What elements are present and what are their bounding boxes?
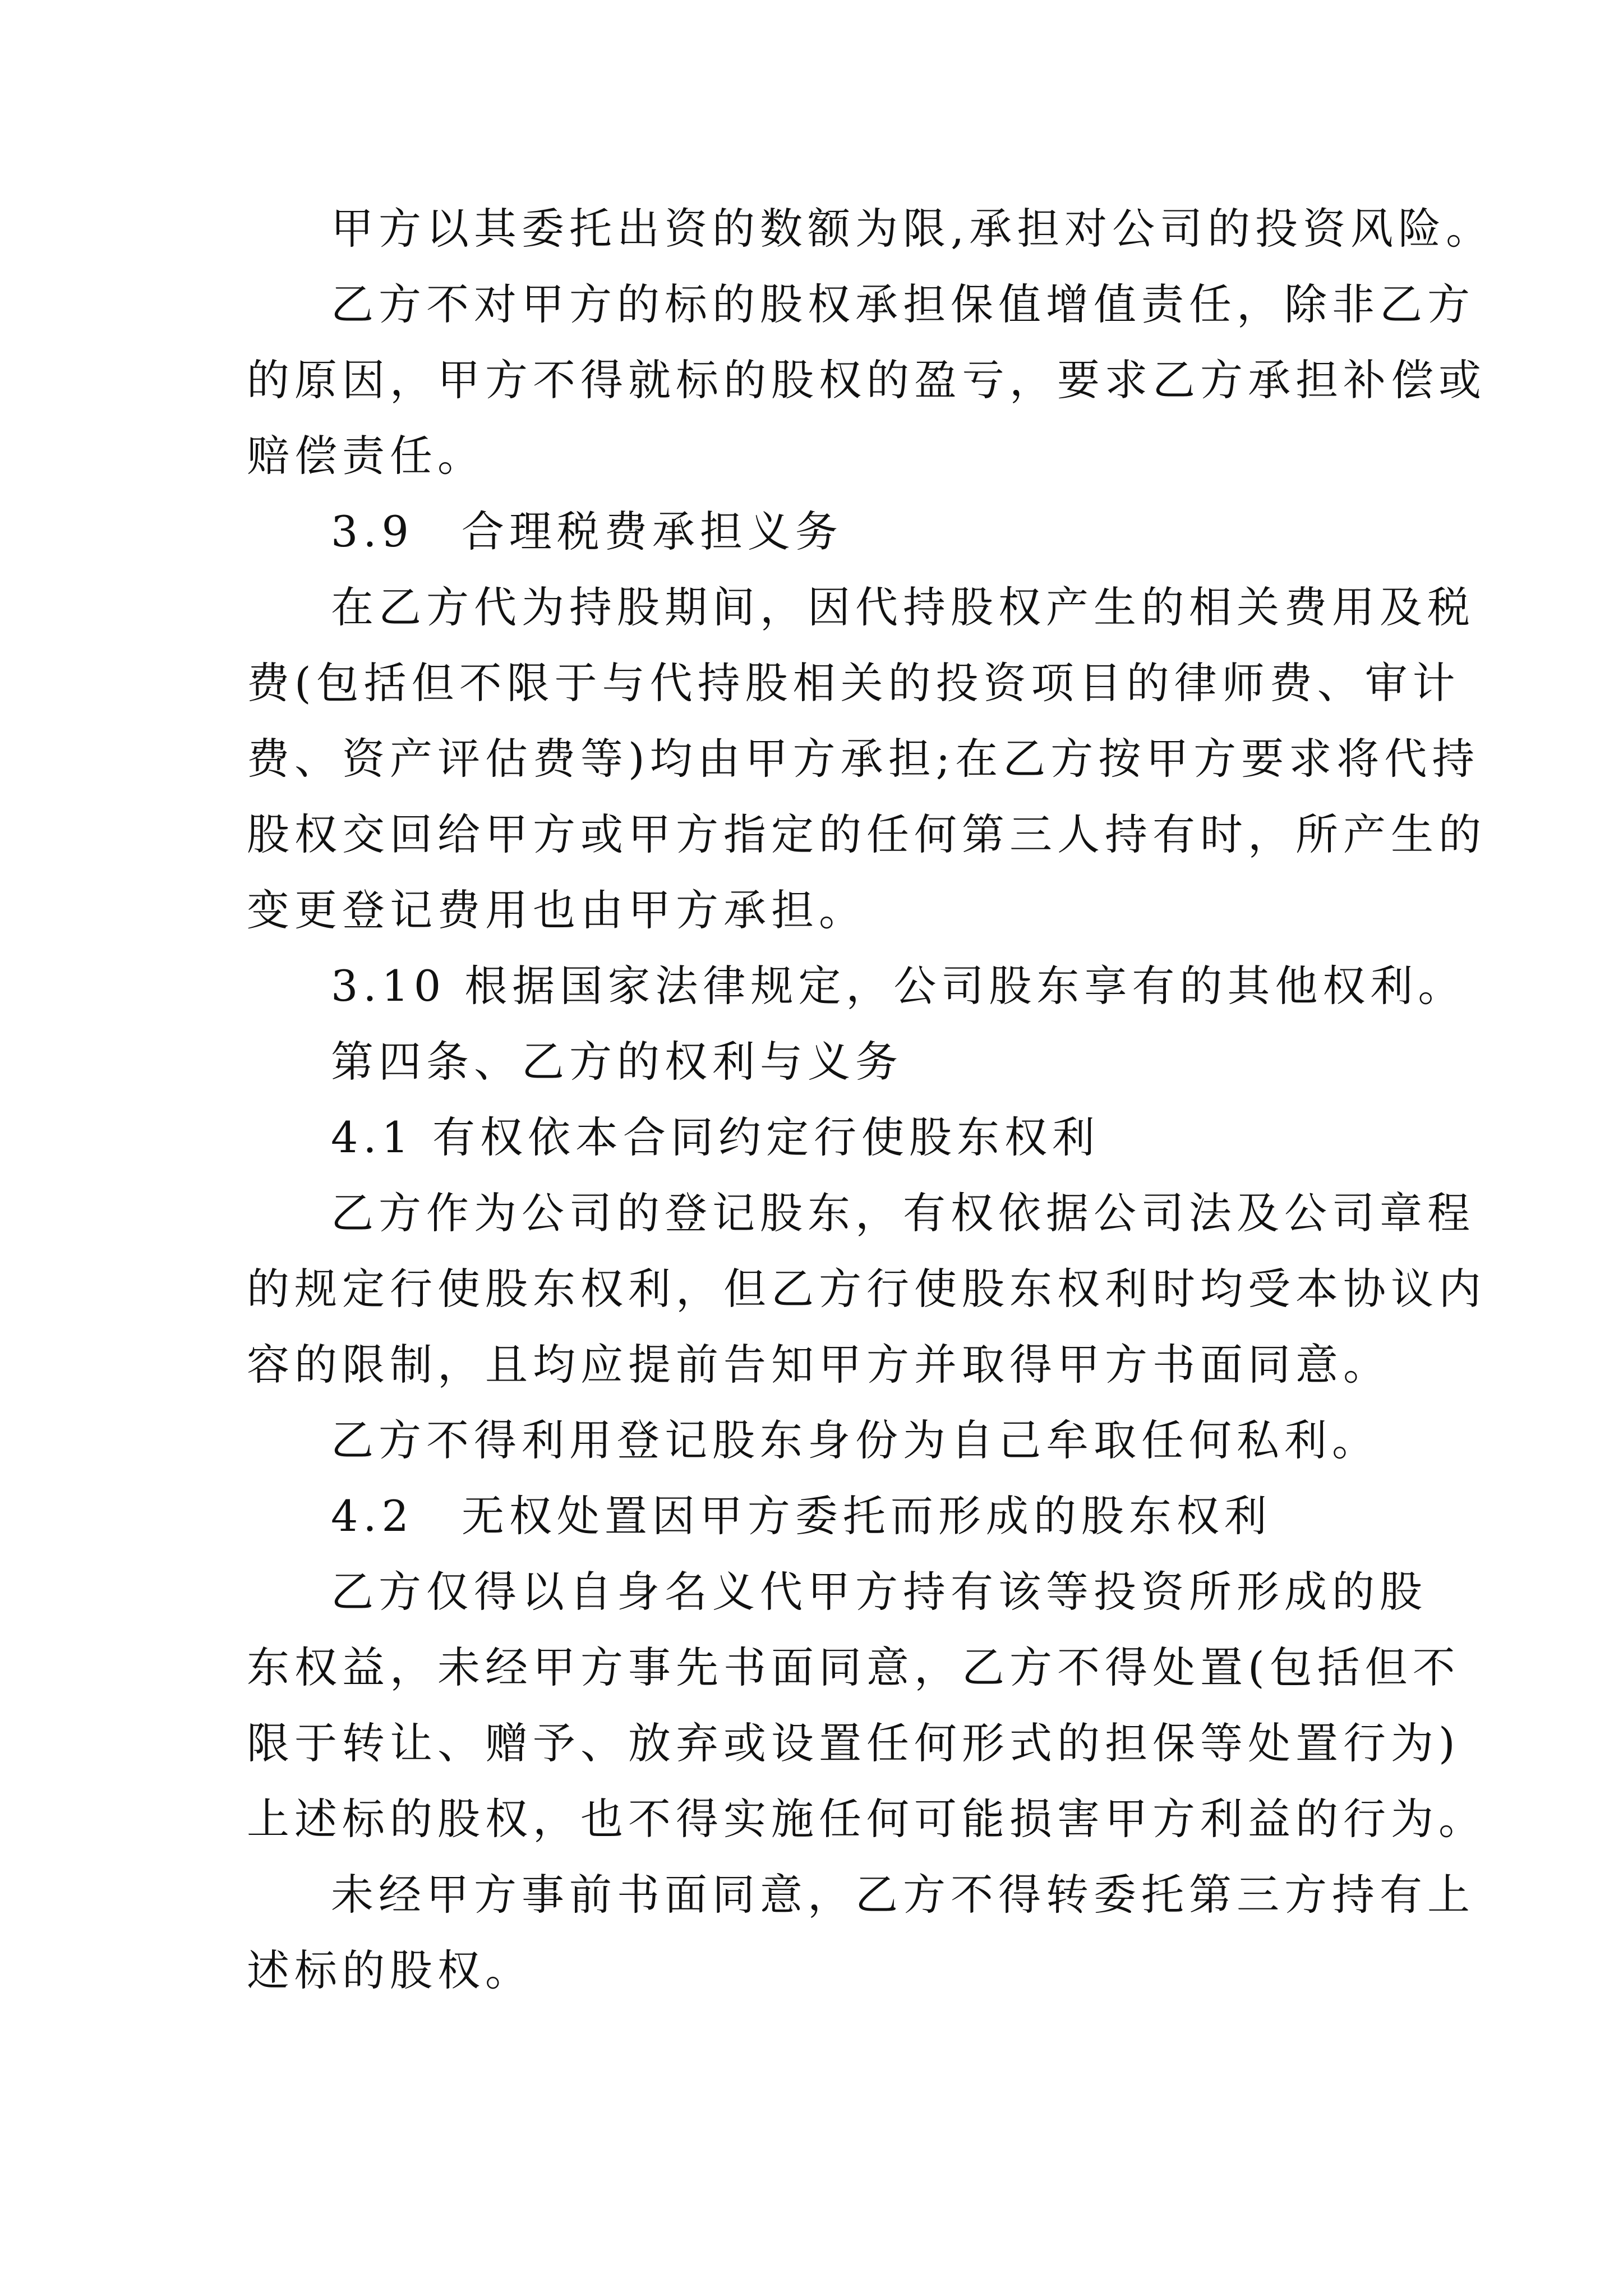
paragraph-line: 容的限制，且均应提前告知甲方并取得甲方书面同意。 (247, 1340, 1391, 1389)
paragraph-line: 的规定行使股东权利，但乙方行使股东权利时均受本协议内 (247, 1264, 1486, 1314)
paragraph-line: 的原因，甲方不得就标的股权的盈亏，要求乙方承担补偿或 (247, 355, 1486, 405)
paragraph-line: 限于转让、赠予、放弃或设置任何形式的担保等处置行为) (247, 1718, 1460, 1768)
paragraph-line: 甲方以其委托出资的数额为限,承担对公司的投资风险。 (331, 204, 1494, 254)
paragraph-line: 乙方不对甲方的标的股权承担保值增值责任，除非乙方 (331, 279, 1475, 329)
paragraph-line: 东权益，未经甲方事先书面同意，乙方不得处置(包括但不 (247, 1642, 1460, 1692)
paragraph-line: 述标的股权。 (247, 1945, 533, 1995)
section-heading: 3.10 根据国家法律规定，公司股东享有的其他权利。 (331, 961, 1466, 1011)
paragraph-line: 赔偿责任。 (247, 431, 485, 481)
paragraph-line: 乙方作为公司的登记股东，有权依据公司法及公司章程 (331, 1188, 1475, 1238)
paragraph-line: 在乙方代为持股期间，因代持股权产生的相关费用及税 (331, 582, 1475, 632)
paragraph-line: 变更登记费用也由甲方承担。 (247, 885, 866, 935)
paragraph-line: 股权交回给甲方或甲方指定的任何第三人持有时，所产生的 (247, 809, 1486, 859)
paragraph-line: 上述标的股权，也不得实施任何可能损害甲方利益的行为。 (247, 1794, 1486, 1844)
section-heading: 4.2 无权处置因甲方委托而形成的股东权利 (331, 1491, 1272, 1541)
paragraph-line: 未经甲方事前书面同意，乙方不得转委托第三方持有上 (331, 1870, 1475, 1920)
section-heading: 3.9 合理税费承担义务 (331, 507, 843, 556)
paragraph-line: 乙方仅得以自身名义代甲方持有该等投资所形成的股 (331, 1567, 1427, 1617)
section-heading: 4.1 有权依本合同约定行使股东权利 (331, 1112, 1100, 1162)
paragraph-line: 费、资产评估费等)均由甲方承担;在乙方按甲方要求将代持 (247, 734, 1480, 784)
paragraph-line: 乙方不得利用登记股东身份为自己牟取任何私利。 (331, 1415, 1380, 1465)
article-heading: 第四条、乙方的权利与义务 (331, 1037, 903, 1087)
paragraph-line: 费(包括但不限于与代持股相关的投资项目的律师费、审计 (247, 658, 1460, 708)
